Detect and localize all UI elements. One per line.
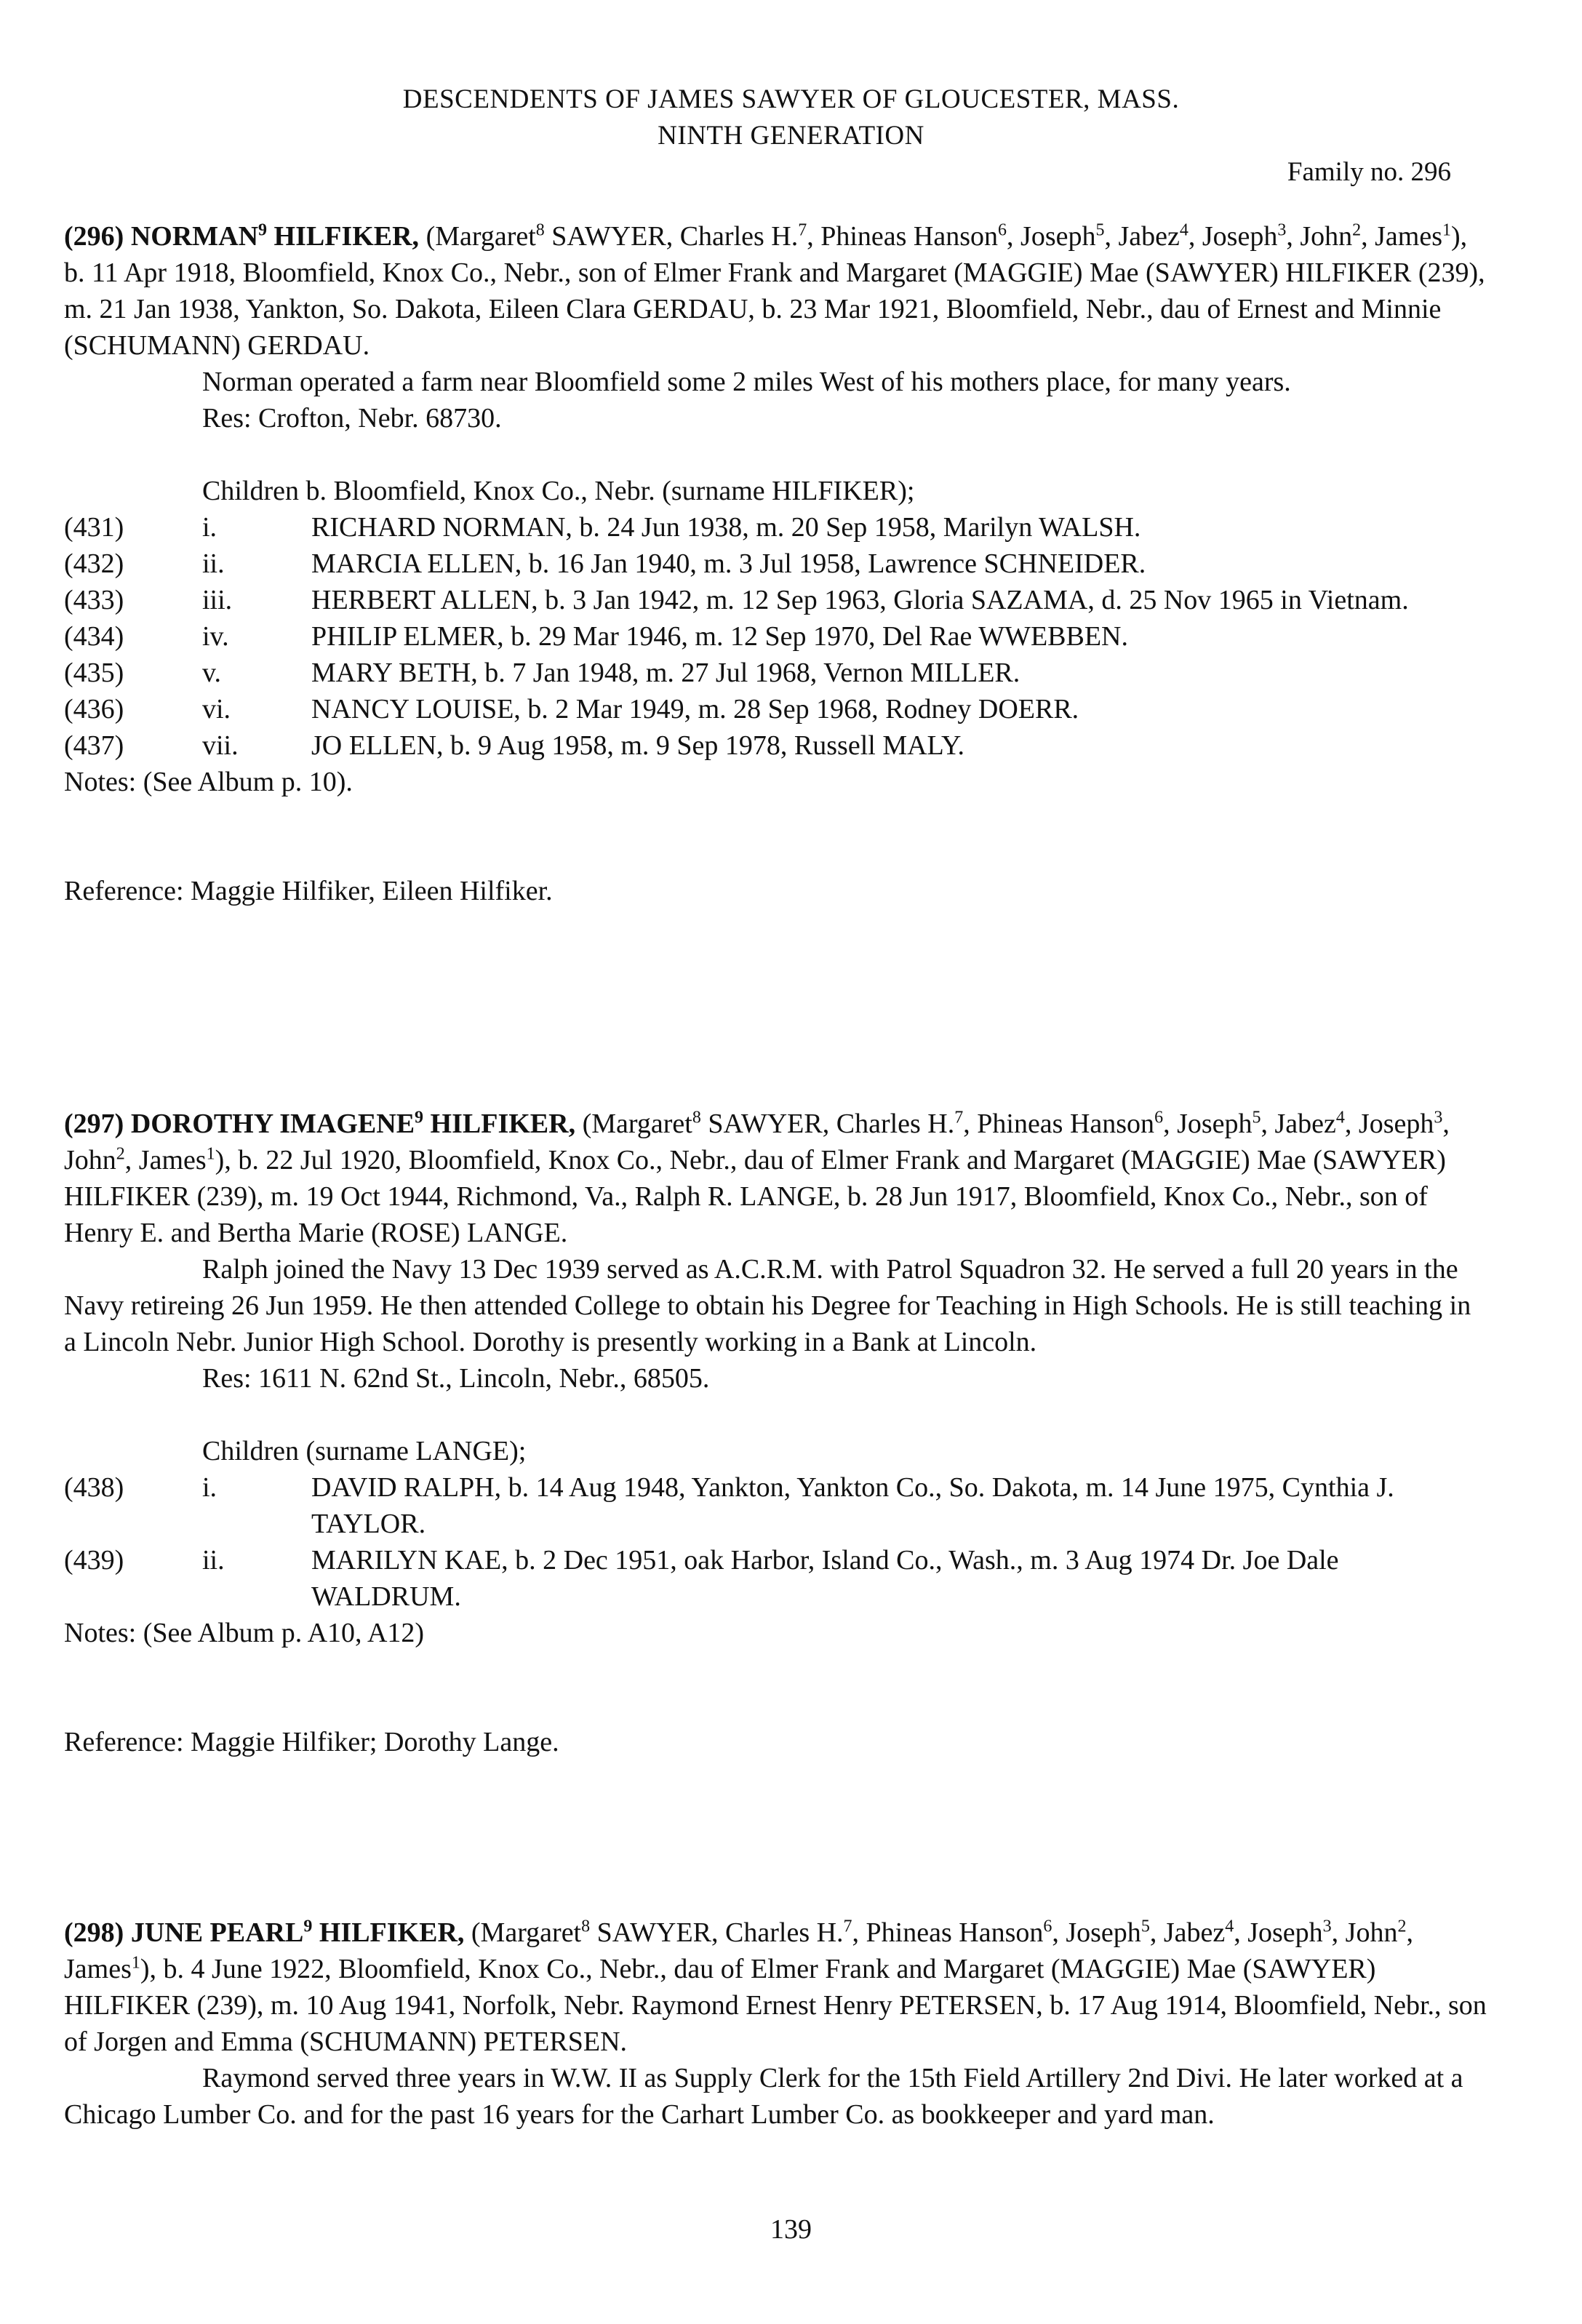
- entry-ancestry: (Margaret$^8$ SAWYER, Charles H.$^7$, Phineas Hanson$^6$, Joseph$^5$, Jabez$^4$, Joseph$^3$, John$^2$, James$^1$), b. 4 June 1922, Bloomfield, Knox Co., Nebr., dau of Elmer Frank and Margaret (MAGGIE) Mae (SAWYER) HILFIKER (239), m. 10 Aug 1941, Norfolk, Nebr. Raymond Ernest Henry PETERSEN, b. 17 Aug 1914, Bloomfield, Nebr., son of Jorgen and Emma (SCHUMANN) PETERSEN.: [64, 1917, 1487, 2057]
- child-number: (437): [64, 730, 124, 761]
- entry-ancestry: (Margaret$^8$ SAWYER, Charles H.$^7$, Phineas Hanson$^6$, Joseph$^5$, Jabez$^4$, Joseph$^3$, John$^2$, James$^1$), b. 22 Jul 1920, Bloomfield, Knox Co., Nebr., dau of Elmer Frank and Margaret (MAGGIE) Mae (SAWYER) HILFIKER (239), m. 19 Oct 1944, Richmond, Va., Ralph R. LANGE, b. 28 Jun 1917, Bloomfield, Knox Co., Nebr., son of Henry E. and Bertha Marie (ROSE) LANGE.: [64, 1108, 1450, 1248]
- child-row: [64, 582, 1490, 618]
- entry-reference: Reference: Maggie Hilfiker, Eileen Hilfiker.: [64, 876, 553, 906]
- entry-298: [64, 1914, 1490, 2133]
- running-title: DESCENDENTS OF JAMES SAWYER OF GLOUCESTER, MASS.: [402, 84, 1180, 114]
- entry-generation: 9: [303, 1917, 313, 1936]
- entry-heading: [64, 218, 1490, 364]
- children-intro: Children b. Bloomfield, Knox Co., Nebr. (surname HILFIKER);: [202, 476, 915, 506]
- entry-narrative: Raymond served three years in W.W. II as Supply Clerk for the 15th Field Artillery 2nd Divi. He later worked at a Chicago Lumber Co. and for the past 16 years for the Carhart Lumber Co. as bookkeeper and yard man.: [64, 2063, 1463, 2130]
- entry-id: (297): [64, 1109, 124, 1139]
- child-ordinal: ii.: [202, 548, 225, 579]
- child-text: NANCY LOUISE, b. 2 Mar 1949, m. 28 Sep 1968, Rodney DOERR.: [311, 694, 1079, 724]
- family-number: Family no. 296: [1287, 157, 1451, 187]
- entry-notes: Notes: (See Album p. 10).: [64, 767, 353, 797]
- child-ordinal: iv.: [202, 621, 229, 652]
- child-ordinal: vii.: [202, 730, 239, 761]
- children-list: [64, 509, 1490, 764]
- child-ordinal: vi.: [202, 694, 231, 724]
- child-row: [64, 1469, 1490, 1542]
- child-ordinal: v.: [202, 658, 222, 688]
- child-row: [64, 618, 1490, 655]
- entry-id: (296): [64, 221, 124, 252]
- child-number: (434): [64, 621, 124, 652]
- child-number: (433): [64, 585, 124, 615]
- entry-notes: Notes: (See Album p. A10, A12): [64, 1618, 425, 1648]
- child-row: [64, 727, 1490, 764]
- children-intro: Children (surname LANGE);: [202, 1436, 527, 1466]
- entry-id: (298): [64, 1917, 124, 1948]
- entry-generation: 9: [415, 1108, 424, 1127]
- child-number: (431): [64, 512, 124, 543]
- child-ordinal: ii.: [202, 1545, 225, 1576]
- child-ordinal: i.: [202, 1472, 217, 1503]
- child-text: HERBERT ALLEN, b. 3 Jan 1942, m. 12 Sep 1963, Gloria SAZAMA, d. 25 Nov 1965 in Vietnam.: [311, 585, 1409, 615]
- child-text: MARCIA ELLEN, b. 16 Jan 1940, m. 3 Jul 1958, Lawrence SCHNEIDER.: [311, 548, 1146, 579]
- child-text: JO ELLEN, b. 9 Aug 1958, m. 9 Sep 1978, Russell MALY.: [311, 730, 965, 761]
- entry-heading: [64, 1914, 1490, 2060]
- child-row: [64, 655, 1490, 691]
- entry-narrative: Ralph joined the Navy 13 Dec 1939 served as A.C.R.M. with Patrol Squadron 32. He served a full 20 years in the Navy retireing 26 Jun 1959. He then attended College to obtain his Degree for Teaching in High Schools. He is still teaching in a Lincoln Nebr. Junior High School. Dorothy is presently working in a Bank at Lincoln.: [64, 1254, 1471, 1357]
- child-number: (432): [64, 548, 124, 579]
- child-row: [64, 1542, 1490, 1615]
- entry-reference: Reference: Maggie Hilfiker; Dorothy Lange.: [64, 1727, 559, 1757]
- children-list: [64, 1469, 1490, 1615]
- child-text: RICHARD NORMAN, b. 24 Jun 1938, m. 20 Sep 1958, Marilyn WALSH.: [311, 512, 1141, 543]
- entry-name: NORMAN: [130, 221, 259, 252]
- child-text: MARILYN KAE, b. 2 Dec 1951, oak Harbor, Island Co., Wash., m. 3 Aug 1974 Dr. Joe Dale WALDRUM.: [311, 1545, 1339, 1612]
- entry-name: DOROTHY IMAGENE: [130, 1109, 415, 1139]
- entry-residence: Res: Crofton, Nebr. 68730.: [202, 403, 502, 434]
- child-row: [64, 691, 1490, 727]
- entry-generation: 9: [258, 220, 268, 240]
- entry-heading: [64, 1106, 1490, 1251]
- generation-title: NINTH GENERATION: [658, 121, 924, 151]
- page-number: 139: [770, 2214, 812, 2245]
- child-number: (438): [64, 1472, 124, 1503]
- child-ordinal: i.: [202, 512, 217, 543]
- child-text: DAVID RALPH, b. 14 Aug 1948, Yankton, Yankton Co., So. Dakota, m. 14 June 1975, Cynthia J. TAYLOR.: [311, 1472, 1394, 1539]
- entry-296: [64, 218, 1490, 909]
- child-text: MARY BETH, b. 7 Jan 1948, m. 27 Jul 1968, Vernon MILLER.: [311, 658, 1020, 688]
- entry-name: JUNE PEARL: [130, 1917, 304, 1948]
- entry-ancestry: (Margaret$^8$ SAWYER, Charles H.$^7$, Phineas Hanson$^6$, Joseph$^5$, Jabez$^4$, Joseph$^3$, John$^2$, James$^1$), b. 11 Apr 1918, Bloomfield, Knox Co., Nebr., son of Elmer Frank and Margaret (MAGGIE) Mae (SAWYER) HILFIKER (239), m. 21 Jan 1938, Yankton, So. Dakota, Eileen Clara GERDAU, b. 23 Mar 1921, Bloomfield, Nebr., dau of Ernest and Minnie (SCHUMANN) GERDAU.: [64, 220, 1485, 361]
- child-row: [64, 546, 1490, 582]
- child-ordinal: iii.: [202, 585, 233, 615]
- entry-narrative: Norman operated a farm near Bloomfield some 2 miles West of his mothers place, for many years.: [202, 367, 1291, 397]
- entry-residence: Res: 1611 N. 62nd St., Lincoln, Nebr., 68505.: [202, 1363, 710, 1394]
- entry-surname: HILFIKER,: [430, 1109, 576, 1139]
- child-number: (439): [64, 1545, 124, 1576]
- child-number: (435): [64, 658, 124, 688]
- child-row: [64, 509, 1490, 546]
- child-text: PHILIP ELMER, b. 29 Mar 1946, m. 12 Sep 1970, Del Rae WWEBBEN.: [311, 621, 1129, 652]
- entry-surname: HILFIKER,: [273, 221, 420, 252]
- child-number: (436): [64, 694, 124, 724]
- entry-297: [64, 1106, 1490, 1760]
- entry-surname: HILFIKER,: [319, 1917, 465, 1948]
